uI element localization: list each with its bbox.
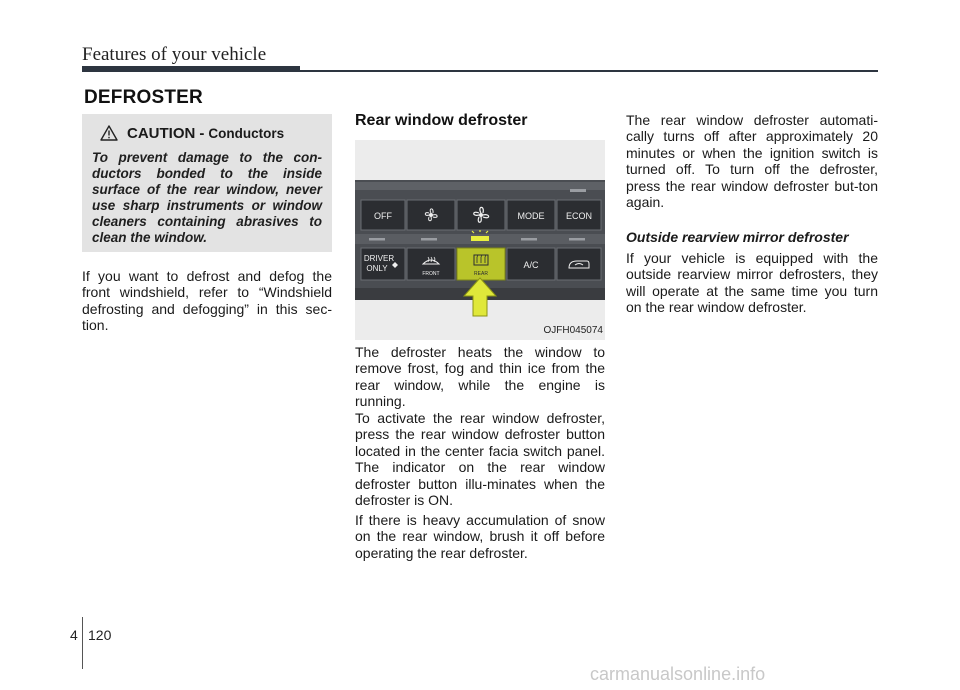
mirror-defroster-paragraph: If your vehicle is equipped with the outside rearview mirror defrosters, they will operate at the same time you turn on the rear window defroster.	[626, 250, 878, 316]
header-bar	[82, 66, 300, 72]
header-rule	[300, 70, 878, 72]
caution-text: To prevent damage to the con-ductors bonded to the inside surface of the rear window, never use sharp instruments or window cleaners containing abrasives to clean the window.	[92, 150, 322, 245]
rear-button-label: REAR	[474, 271, 488, 277]
windshield-reference-paragraph: If you want to defrost and defog the front windshield, refer to “Windshield defrosting and defogging” in this sec-tion.	[82, 268, 332, 334]
off-button-label: OFF	[374, 211, 392, 221]
driver-button-label: DRIVER	[363, 254, 395, 263]
defroster-intro-paragraph: The defroster heats the window to remove frost, fog and thin ice from the rear window, while the engine is running.	[355, 344, 605, 410]
warning-triangle-icon	[100, 125, 118, 141]
caution-separator: -	[199, 124, 205, 142]
watermark: carmanualsonline.info	[590, 664, 766, 684]
section-title: DEFROSTER	[84, 87, 203, 108]
mirror-defroster-title: Outside rearview mirror defroster	[626, 229, 849, 245]
rear-defroster-title: Rear window defroster	[355, 112, 528, 129]
only-button-label: ONLY	[366, 264, 388, 273]
footer-page-number: 120	[88, 627, 112, 643]
footer-chapter-number: 4	[70, 627, 78, 643]
caution-word: CAUTION	[127, 124, 196, 142]
footer-divider	[82, 617, 83, 669]
defroster-activate-paragraph: To activate the rear window defroster, press the rear window defroster button located in the center facia switch panel. The indicator on the rear window defroster button illu-minates when the defroster is ON.	[355, 410, 605, 509]
defroster-auto-off-paragraph: The rear window defroster automati-cally turns off after approximately 20 minutes or when the ignition switch is turned off. To turn off the defroster, press the rear window defroster but-ton again.	[626, 112, 878, 211]
control-panel-illustration	[355, 140, 605, 340]
caution-box	[82, 114, 332, 252]
defroster-snow-paragraph: If there is heavy accumulation of snow on the rear window, brush it off before operating the rear defroster.	[355, 512, 605, 561]
front-button-label: FRONT	[422, 271, 440, 277]
figure-label: OJFH045074	[543, 325, 603, 336]
caution-subject: Conductors	[208, 125, 285, 141]
header-title: Features of your vehicle	[82, 44, 267, 65]
ac-button-label: A/C	[523, 260, 539, 270]
caution-header	[92, 122, 322, 144]
mode-button-label: MODE	[517, 211, 545, 221]
control-panel-figure	[355, 140, 605, 340]
econ-button-label: ECON	[565, 211, 593, 221]
